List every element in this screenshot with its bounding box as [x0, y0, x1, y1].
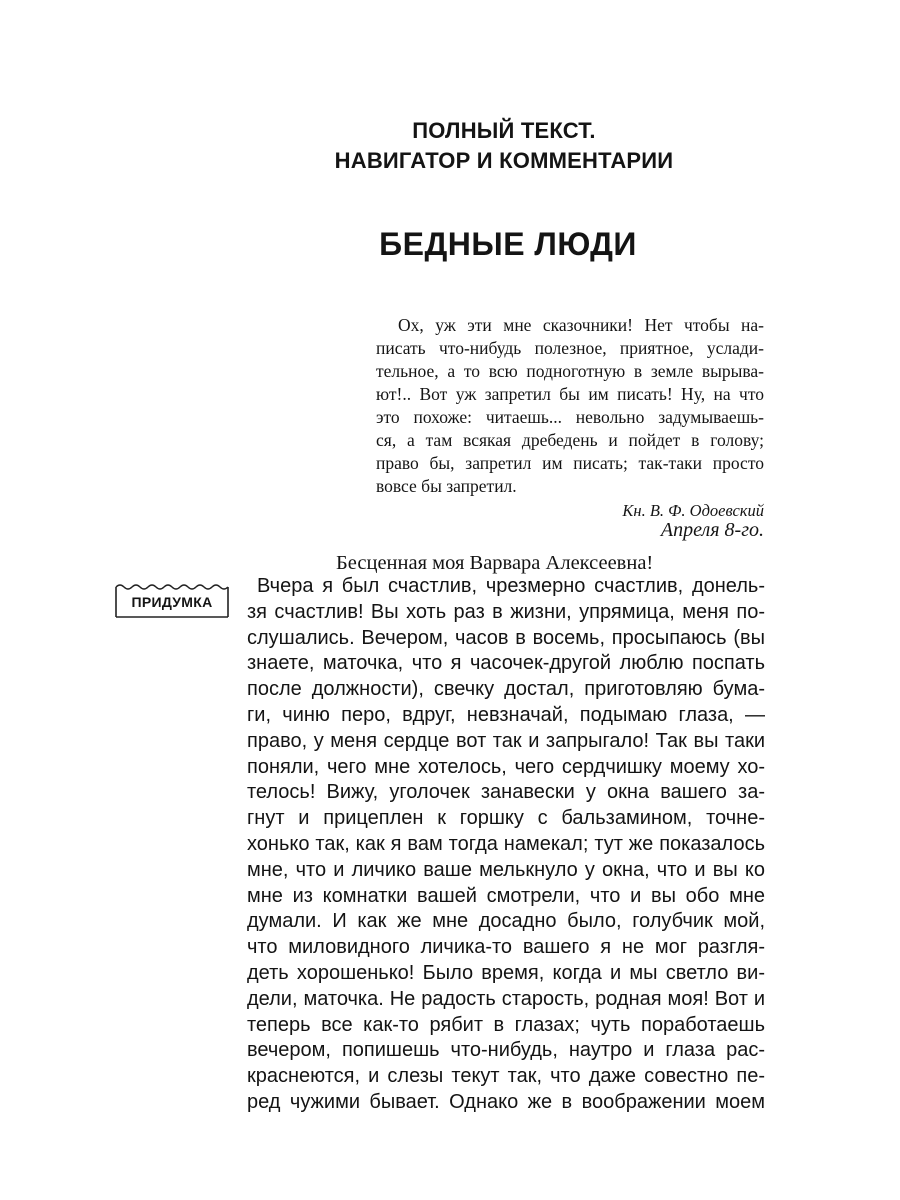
- body-line: после должности), свечку достал, приготовляю бума-: [247, 678, 765, 701]
- section-heading-line-1: ПОЛНЫЙ ТЕКСТ.: [412, 118, 596, 143]
- work-title: [0, 224, 900, 264]
- epigraph-author: Кн. В. Ф. Одоевский: [622, 501, 764, 520]
- letter-body: [247, 574, 765, 1116]
- body-line: вечером, попишешь что-нибудь, наутро и глаза рас-: [247, 1039, 765, 1062]
- body-line: ги, чиню перо, вдруг, невзначай, подымаю глаза, —: [247, 703, 765, 726]
- section-heading-line-2: НАВИГАТОР И КОММЕНТАРИИ: [334, 148, 674, 173]
- section-heading: [0, 116, 900, 176]
- letter-salutation: Бесценная моя Варвара Алексеевна!: [336, 552, 654, 574]
- body-line: деть хорошенько! Было время, когда и мы светло ви-: [247, 961, 765, 984]
- body-line: гнут и прицеплен к горшку с бальзамином, точне-: [247, 807, 765, 830]
- body-line: слушались. Вечером, часов в восемь, просыпаюсь (вы: [247, 626, 765, 649]
- epigraph-line: тельное, а то всю подноготную в земле вырыва-: [376, 361, 764, 381]
- epigraph-line: ют!.. Вот уж запретил бы им писать! Ну, на что: [376, 384, 764, 404]
- epigraph-line: ся, а там всякая дребедень и пойдет в голову;: [376, 430, 764, 450]
- work-title-text: БЕДНЫЕ ЛЮДИ: [379, 226, 637, 262]
- body-line: теперь все как-то рябит в глазах; чуть поработаешь: [247, 1013, 765, 1036]
- body-line: думали. И как же мне досадно было, голубчик мой,: [247, 910, 765, 933]
- body-line: Вчера я был счастлив, чрезмерно счастлив, донель-: [257, 575, 765, 597]
- epigraph-line: право бы, запретил им писать; так-таки просто: [376, 453, 764, 473]
- body-line: право, у меня сердце вот так и запрыгало! Так вы таки: [247, 729, 765, 752]
- epigraph-line: писать что-нибудь полезное, приятное, услади-: [376, 338, 764, 358]
- epigraph-line: Ох, уж эти мне сказочники! Нет чтобы на-: [398, 315, 764, 335]
- body-line: зя счастлив! Вы хоть раз в жизни, упрямица, меня по-: [247, 600, 765, 623]
- margin-tag-label: ПРИДУМКА: [131, 594, 213, 610]
- body-line: телось! Вижу, уголочек занавески у окна вашего за-: [247, 781, 765, 804]
- epigraph-line: это похоже: читаешь... невольно задумываешь-: [376, 407, 764, 427]
- body-line: краснеются, и слезы текут так, что даже совестно пе-: [247, 1065, 765, 1088]
- body-line: мне из комнатки вашей смотрели, что и вы обо мне: [247, 884, 765, 907]
- body-line: хонько так, как я вам тогда намекал; тут же показалось: [247, 832, 765, 855]
- body-line: поняли, чего мне хотелось, чего сердчишку моему хо-: [247, 755, 765, 778]
- body-line: знаете, маточка, что я часочек-другой люблю поспать: [247, 652, 765, 675]
- body-line: ред чужими бывает. Однако же в воображении моем: [247, 1090, 765, 1113]
- body-line: что миловидного личика-то вашего я не мог разгля-: [247, 936, 765, 959]
- body-line: мне, что и личико ваше мелькнуло у окна, что и вы ко: [247, 858, 765, 881]
- margin-tag: [114, 583, 230, 619]
- body-line: дели, маточка. Не радость старость, родная моя! Вот и: [247, 987, 765, 1010]
- letter-date: Апреля 8-го.: [660, 519, 764, 541]
- epigraph-line: вовсе бы запретил.: [376, 476, 517, 496]
- epigraph: [376, 314, 764, 522]
